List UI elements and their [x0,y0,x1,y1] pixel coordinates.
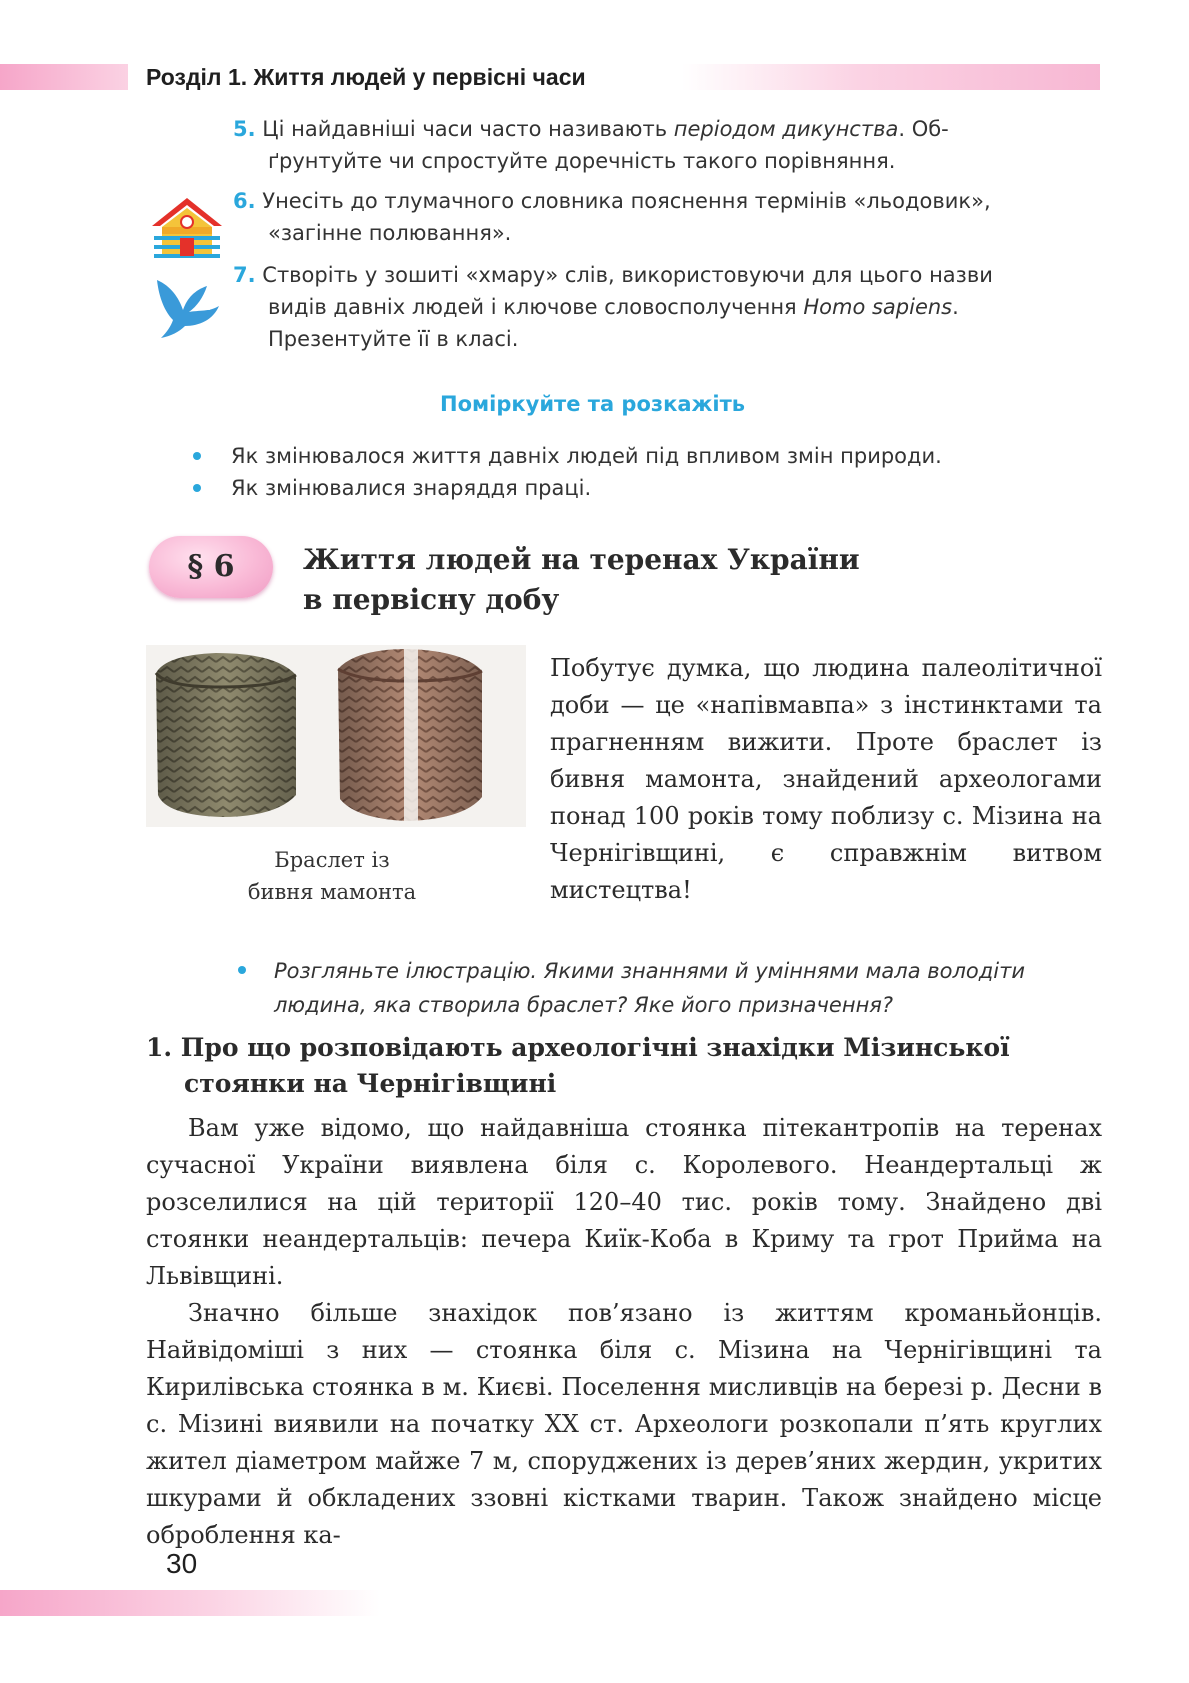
section-title: Життя людей на теренах України в первісну добу [303,543,860,616]
chapter-title: Розділ 1. Життя людей у первісні часи [128,60,598,94]
question-text: ґрунтуйте чи спростуйте доречність такого порівняння. [268,149,896,173]
list-item: Як змінювалося життя давніх людей під впливом змін природи. [193,440,942,472]
question-number: 6. [233,189,256,213]
dove-icon [153,276,223,340]
illustration-task: Розгляньте ілюстрацію. Якими знаннями й уміннями мала володіти людина, яка створила браслет? Яке його призначення? [238,954,1100,1022]
question-text: Презентуйте її в класі. [268,327,519,351]
body-text [146,1110,1102,1554]
list-item: Як змінювалися знаряддя праці. [193,472,942,504]
house-icon [150,196,224,262]
question-number: 5. [233,117,256,141]
bullet-icon [238,966,246,974]
bracelet-photo [146,645,526,827]
section-badge: § 6 [149,536,273,598]
question-text: «загінне полювання». [268,221,512,245]
figure-caption: Браслет із бивня мамонта [247,848,417,904]
think-heading: Поміркуйте та розкажіть [440,392,746,416]
bullet-icon [193,452,201,460]
paragraph: Вам уже відомо, що найдавніша стоянка пітекантропів на теренах сучасної України виявлена біля с. Королевого. Неандертальці ж розселилися на цій території 120–40 тис. років тому. Знайдено дві стоянки неандертальців: печера Киїк-Коба в Криму та грот Прийма на Львівщині. [146,1114,1102,1290]
subsection-heading: 1. Про що розповідають археологічні знахідки Мізинської стоянки на Чернігівщині [146,1033,1010,1098]
think-list [193,440,942,504]
question-6: 6. Унесіть до тлумачного словника пояснення термінів «льодовик», «загінне полювання». [233,185,991,249]
page-number: 30 [166,1548,198,1579]
question-number: 7. [233,263,256,287]
question-5: 5. Ці найдавніші часи часто називають періодом дикунства. Об- ґрунтуйте чи спростуйте доречність такого порівняння. [233,113,949,177]
question-7: 7. Створіть у зошиті «хмару» слів, використовуючи для цього назви видів давніх людей і ключове словосполучення Homo sapiens. Презентуйте її в класі. [233,259,993,355]
bullet-icon [193,484,201,492]
paragraph: Значно більше знахідок пов’язано із життям кроманьйонців. Найвідоміші з них — стоянка біля с. Мізина на Чернігівщині та Кирилівська стоянка в м. Києві. Поселення мисливців на березі р. Десни в с. Мізині виявили на початку XX ст. Археологи розкопали п’ять круглих жител діаметром майже 7 м, споруджених із дерев’яних жердин, укритих шкурами й обкладених ззовні кістками тварин. Також знайдено місце оброблення ка- [146,1299,1102,1549]
intro-paragraph: Побутує думка, що людина палеолітичної доби — це «напівмавпа» з інстинктами та прагненням вижити. Проте браслет із бивня мамонта, знайдений археологами понад 100 років тому поблизу с. Мізина на Чернігівщині, є справжнім витвом мистецтва! [550,654,1102,904]
footer-band [0,1590,380,1616]
